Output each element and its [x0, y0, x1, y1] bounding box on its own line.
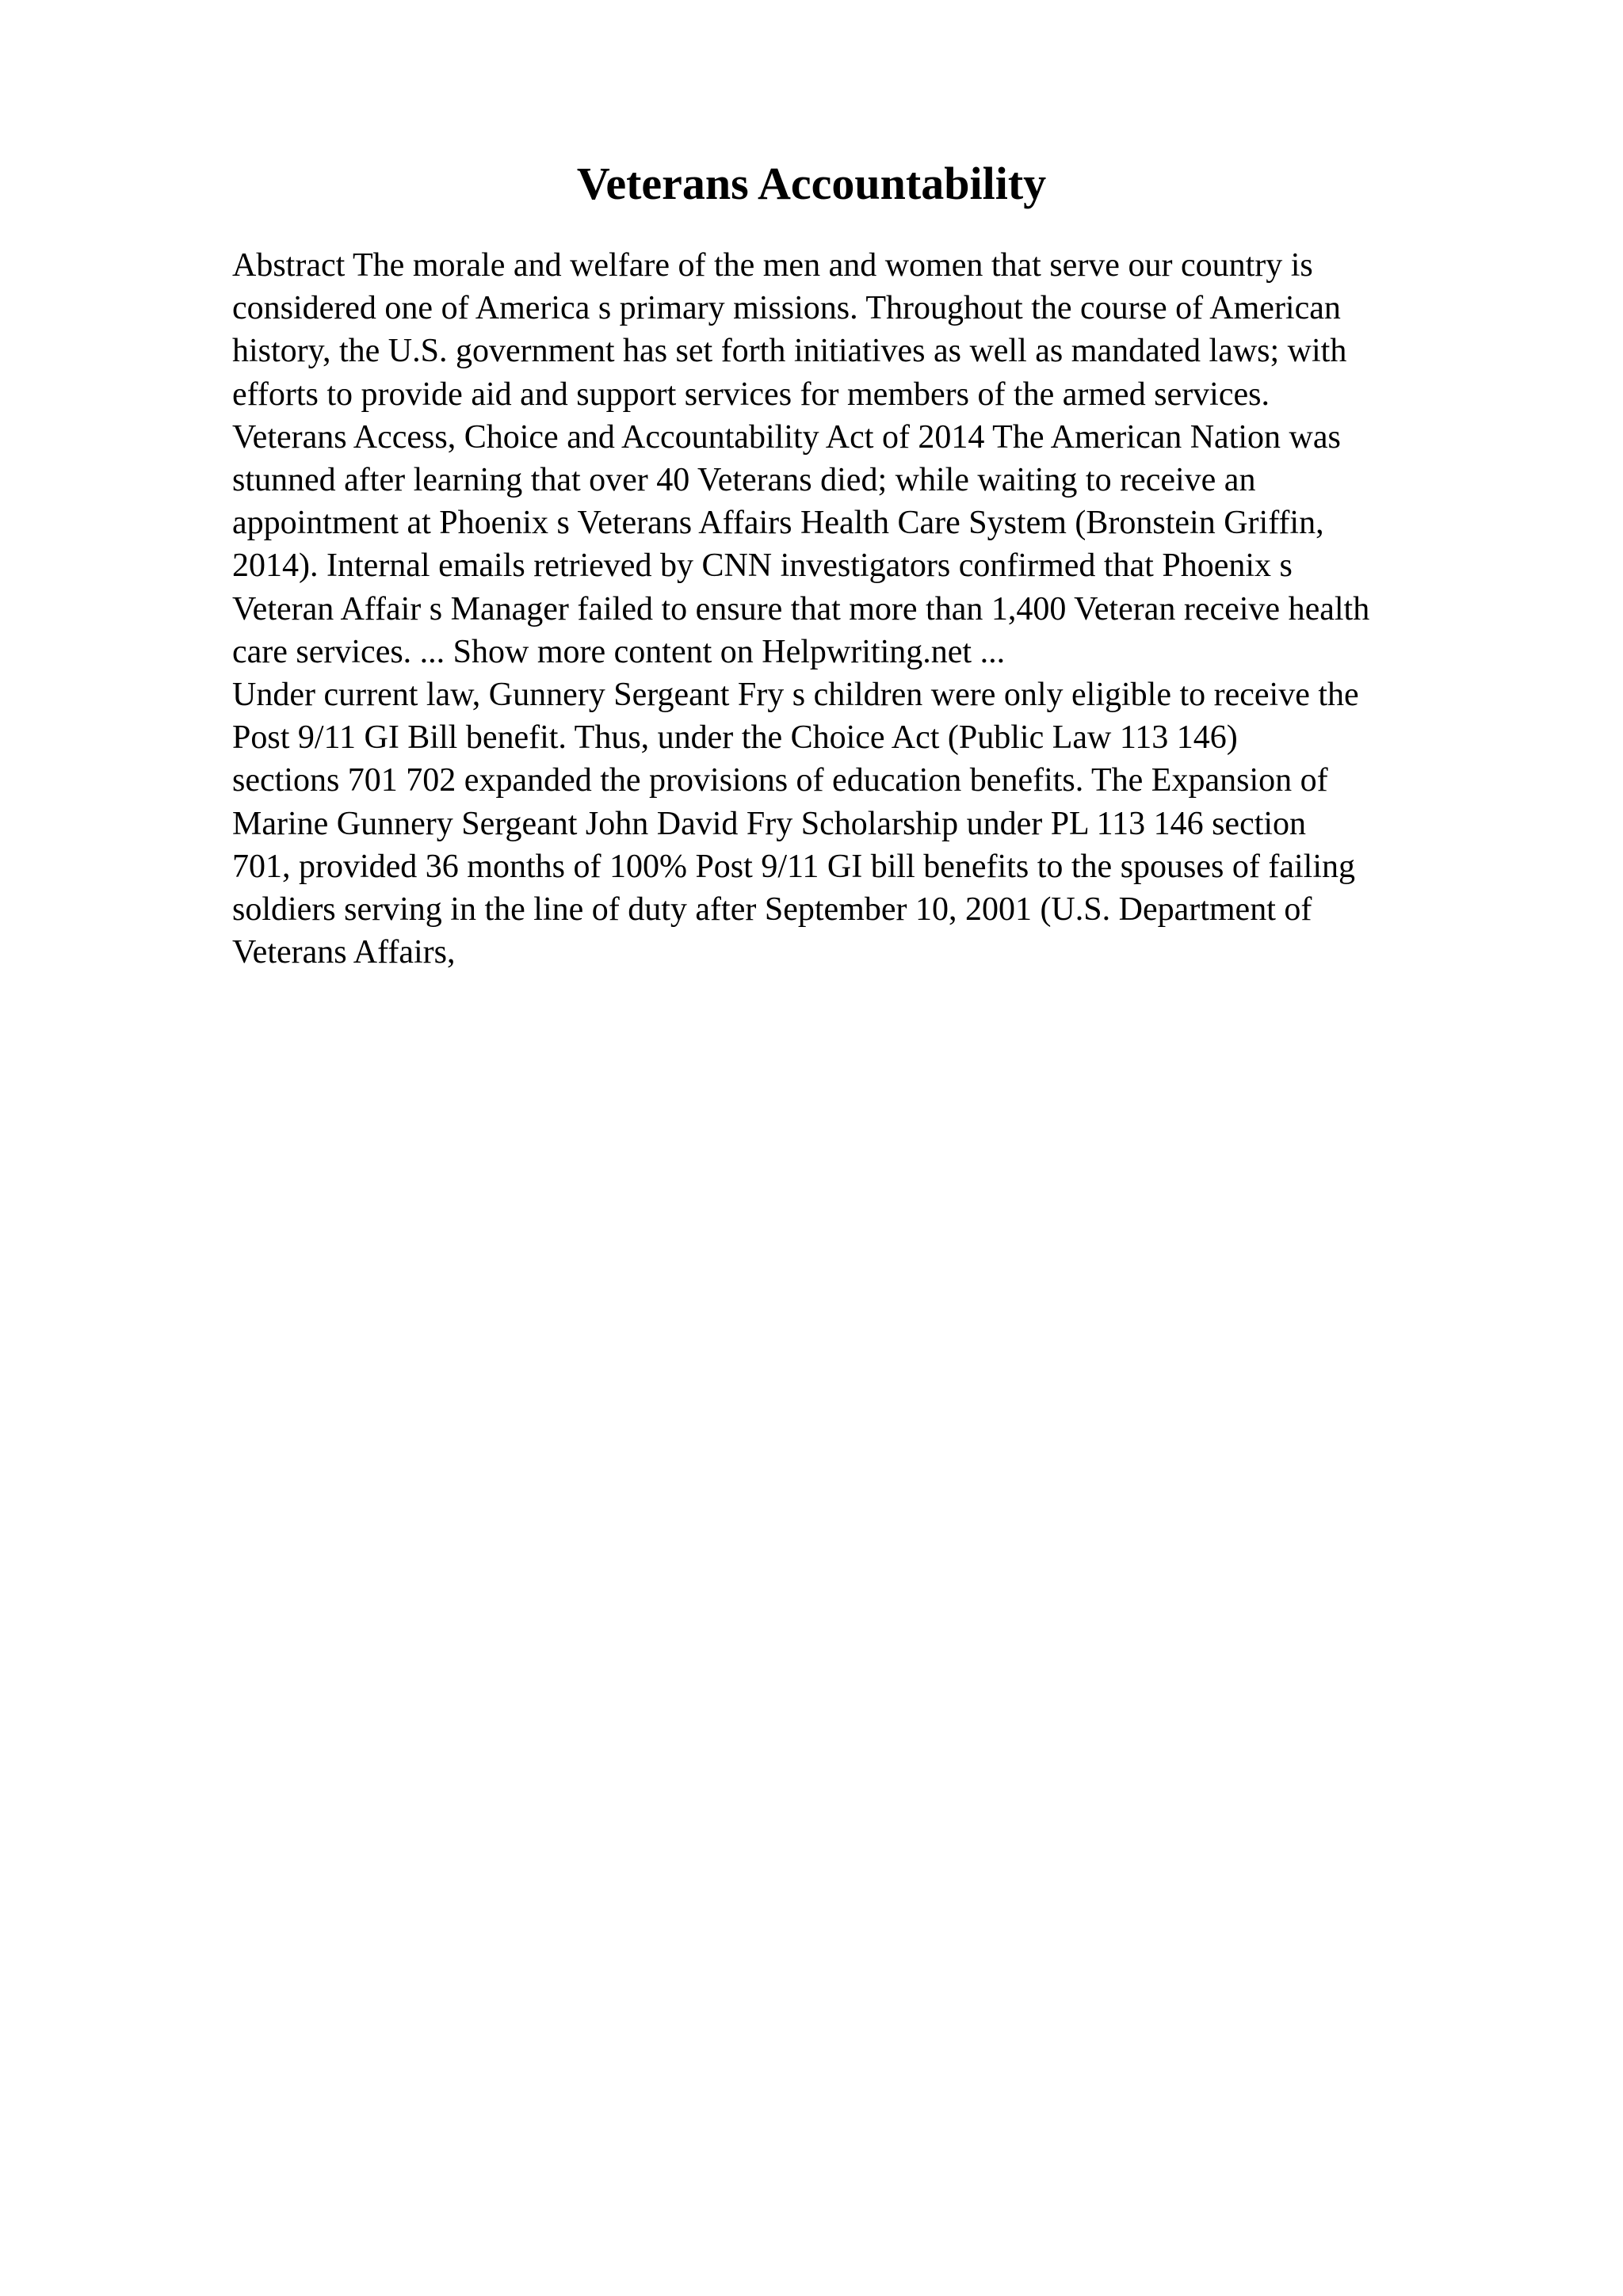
text-line: appointment at Phoenix s Veterans Affairs Health Care System (Bronstein Griffin,: [232, 505, 1324, 542]
text-line: Marine Gunnery Sergeant John David Fry Scholarship under PL 113 146 section: [232, 805, 1307, 842]
text-line: sections 701 702 expanded the provisions of education benefits. The Expansion of: [232, 762, 1328, 799]
text-line: soldiers serving in the line of duty after September 10, 2001 (U.S. Department of: [232, 891, 1312, 929]
text-line: Post 9/11 GI Bill benefit. Thus, under the Choice Act (Public Law 113 146): [232, 719, 1238, 757]
text-line: Veteran Affair s Manager failed to ensure that more than 1,400 Veteran receive health: [232, 590, 1370, 627]
document-body: [232, 244, 1516, 974]
text-line: efforts to provide aid and support services for members of the armed services.: [232, 376, 1270, 413]
text-line: Abstract The morale and welfare of the men and women that serve our country is: [232, 247, 1313, 284]
text-line: Under current law, Gunnery Sergeant Fry s children were only eligible to receive the: [232, 677, 1359, 714]
text-line: considered one of America s primary missions. Throughout the course of American: [232, 290, 1341, 327]
text-line: history, the U.S. government has set forth initiatives as well as mandated laws; with: [232, 333, 1347, 370]
paragraph-abstract: [232, 244, 1516, 673]
document-title: Veterans Accountability: [576, 158, 1047, 209]
text-line: 701, provided 36 months of 100% Post 9/11 GI bill benefits to the spouses of failing: [232, 848, 1355, 885]
text-line: Veterans Affairs,: [232, 934, 456, 971]
paragraph-current-law: [232, 673, 1516, 974]
text-line: stunned after learning that over 40 Veterans died; while waiting to receive an: [232, 462, 1256, 499]
text-line: Veterans Access, Choice and Accountability Act of 2014 The American Nation was: [232, 418, 1341, 456]
text-line: 2014). Internal emails retrieved by CNN investigators confirmed that Phoenix s: [232, 547, 1293, 585]
text-line: care services. ... Show more content on Helpwriting.net ...: [232, 633, 1006, 670]
